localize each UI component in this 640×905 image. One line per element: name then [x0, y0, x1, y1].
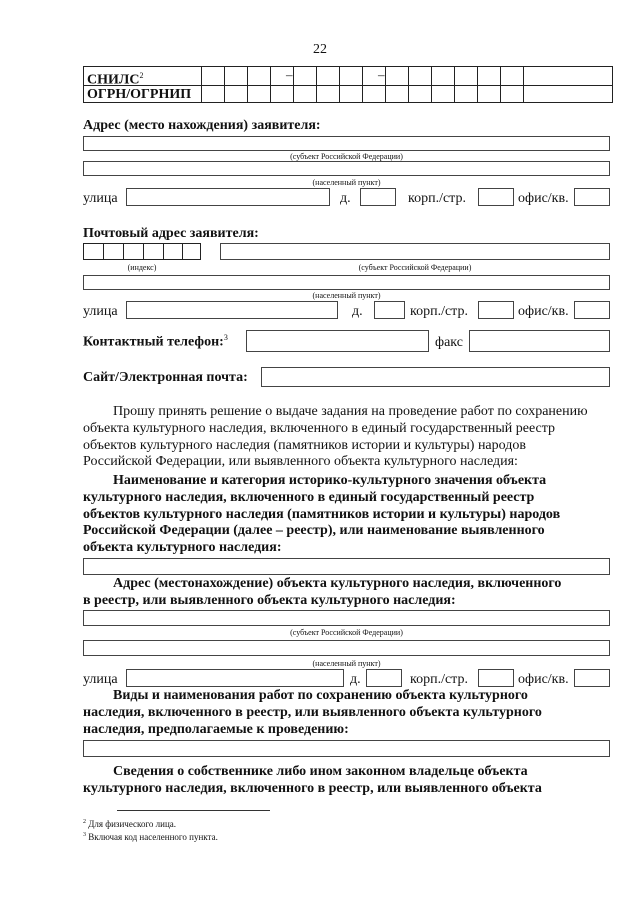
request-paragraph: Прошу принять решение о выдаче задания на проведение работ по сохранению объекта культурного наследия, включенного в единый государственный реестр объектов культурного наследия (памятников истории и культуры) народов Российской Федерации, или выявленного объекта культурного наследия: — [83, 404, 588, 470]
snils-row[interactable] — [84, 67, 612, 88]
applicant-building-field[interactable] — [478, 188, 514, 206]
locality-caption: (населенный пункт) — [312, 659, 381, 668]
locality-caption: (населенный пункт) — [312, 291, 381, 300]
id-table — [83, 66, 613, 103]
snils-dash: – — [378, 67, 385, 82]
page-number: 22 — [313, 42, 327, 57]
applicant-house-field[interactable] — [360, 188, 396, 206]
postal-locality-field[interactable] — [83, 275, 610, 290]
phone-label: Контактный телефон:$^3$ — [83, 333, 228, 350]
ogrn-label: ОГРН/ОГРНИП — [87, 87, 192, 102]
building-label: корп./стр. — [408, 191, 466, 206]
object-locality-field[interactable] — [83, 640, 610, 656]
object-address-heading: Адрес (местонахождение) объекта культурного наследия, включенного в реестр, или выявленного объекта культурного наследия: — [83, 576, 562, 608]
owner-heading: Сведения о собственнике либо ином законном владельце объекта культурного наследия, включенного в реестр, или выявленного объекта — [83, 764, 542, 796]
applicant-office-field[interactable] — [574, 188, 610, 206]
works-field[interactable] — [83, 740, 610, 757]
site-email-field[interactable] — [261, 367, 610, 387]
object-office-field[interactable] — [574, 669, 610, 687]
object-house-field[interactable] — [366, 669, 402, 687]
postal-office-field[interactable] — [574, 301, 610, 319]
snils-dash: – — [286, 67, 293, 82]
subject-caption: (субъект Российской Федерации) — [358, 263, 472, 272]
house-label: д. — [340, 191, 351, 206]
works-heading: Виды и наименования работ по сохранению объекта культурного наследия, включенного в реестр, или выявленного объекта культурного наследия, предполагаемые к проведению: — [83, 688, 542, 737]
postal-subject-field[interactable] — [220, 243, 610, 260]
office-label: офис/кв. — [518, 304, 569, 319]
postal-house-field[interactable] — [374, 301, 405, 319]
site-email-label: Сайт/Электронная почта: — [83, 370, 248, 385]
object-subject-field[interactable] — [83, 610, 610, 626]
index-caption: (индекс) — [127, 263, 157, 272]
footnote-separator — [117, 810, 270, 811]
applicant-subject-field[interactable] — [83, 136, 610, 151]
footnote-3: $^3$ Включая код населенного пункта. — [83, 832, 218, 842]
phone-field[interactable] — [246, 330, 429, 352]
postal-address-heading: Почтовый адрес заявителя: — [83, 226, 259, 241]
object-building-field[interactable] — [478, 669, 514, 687]
building-label: корп./стр. — [410, 672, 468, 687]
house-label: д. — [352, 304, 363, 319]
fax-label: факс — [435, 335, 463, 350]
applicant-street-field[interactable] — [126, 188, 330, 206]
house-label: д. — [350, 672, 361, 687]
fax-field[interactable] — [469, 330, 610, 352]
postal-street-field[interactable] — [126, 301, 338, 319]
object-name-heading: Наименование и категория историко-культурного значения объекта культурного наследия, включенного в единый государственный реестр объектов культурного наследия (памятников истории и культуры) народов Российской Федерации (далее – реестр), или наименование выявленного объекта культурного наследия: — [83, 473, 561, 556]
street-label: улица — [83, 672, 118, 687]
subject-caption: (субъект Российской Федерации) — [290, 152, 403, 161]
subject-caption: (субъект Российской Федерации) — [290, 628, 403, 637]
object-street-field[interactable] — [126, 669, 344, 687]
ogrn-row[interactable] — [84, 85, 612, 104]
applicant-address-heading: Адрес (место нахождения) заявителя: — [83, 118, 321, 133]
building-label: корп./стр. — [410, 304, 468, 319]
office-label: офис/кв. — [518, 672, 569, 687]
postal-index-field[interactable] — [83, 243, 201, 260]
locality-caption: (населенный пункт) — [312, 178, 381, 187]
postal-building-field[interactable] — [478, 301, 514, 319]
street-label: улица — [83, 304, 118, 319]
object-name-field[interactable] — [83, 558, 610, 575]
snils-label: СНИЛС$^2$ — [87, 71, 144, 88]
office-label: офис/кв. — [518, 191, 569, 206]
street-label: улица — [83, 191, 118, 206]
applicant-locality-field[interactable] — [83, 161, 610, 176]
footnote-2: $^2$ Для физического лица. — [83, 819, 177, 829]
